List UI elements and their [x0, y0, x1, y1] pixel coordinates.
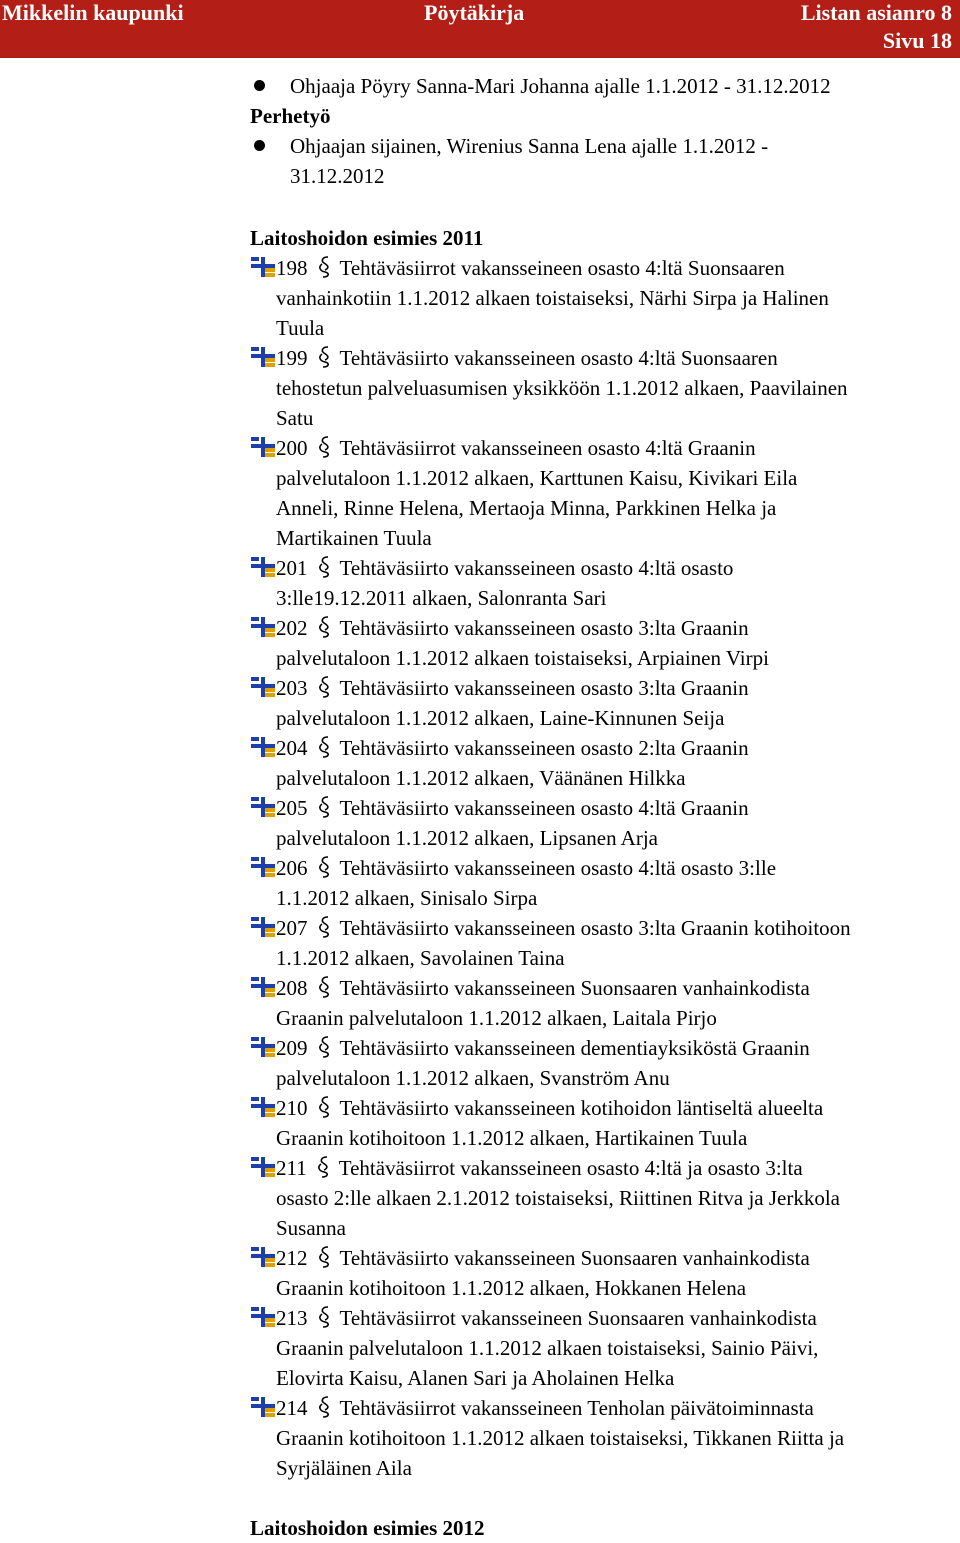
decision-text: vanhainkotiin 1.1.2012 alkaen toistaiseksi, Närhi Sirpa ja Halinen: [276, 286, 829, 310]
decision-item: [276, 343, 778, 373]
decision-title[interactable]: Tehtäväsiirto vakansseineen Suonsaaren vanhainkodista: [339, 976, 810, 1000]
decision-link-icon[interactable]: [250, 1246, 276, 1268]
decision-link-icon[interactable]: [250, 1306, 276, 1328]
bullet-text: 31.12.2012: [290, 164, 385, 188]
decision-title[interactable]: Tehtäväsiirto vakansseineen osasto 4:ltä Graanin: [339, 796, 749, 820]
section-sign-icon: [318, 1245, 332, 1269]
section-sign-icon: [318, 1095, 332, 1119]
section-sign-icon: [318, 345, 332, 369]
decision-link-icon[interactable]: [250, 1396, 276, 1418]
decision-text: Graanin palvelutaloon 1.1.2012 alkaen, Laitala Pirjo: [276, 1006, 717, 1030]
decision-text: Anneli, Rinne Helena, Mertaoja Minna, Parkkinen Helka ja: [276, 496, 777, 520]
org-name: Mikkelin kaupunki: [2, 0, 184, 25]
decision-item: [276, 1153, 803, 1183]
section-sign-icon: [318, 735, 332, 759]
decision-item: [276, 793, 749, 823]
decision-title[interactable]: Tehtäväsiirto vakansseineen osasto 3:lta Graanin kotihoitoon: [339, 916, 851, 940]
decision-text: Susanna: [276, 1216, 346, 1240]
section-sign-icon: [318, 435, 332, 459]
decision-link-icon[interactable]: [250, 676, 276, 698]
section-sign-icon: [318, 975, 332, 999]
decision-title[interactable]: Tehtäväsiirto vakansseineen osasto 4:ltä Suonsaaren: [339, 346, 778, 370]
decision-title[interactable]: Tehtäväsiirto vakansseineen osasto 3:lta Graanin: [339, 676, 749, 700]
decision-text: Graanin kotihoitoon 1.1.2012 alkaen toistaiseksi, Tikkanen Riitta ja: [276, 1426, 845, 1450]
decision-item: [276, 1093, 823, 1123]
decision-number[interactable]: 207: [276, 916, 308, 940]
decision-text: 1.1.2012 alkaen, Sinisalo Sirpa: [276, 886, 538, 910]
section-sign-icon: [318, 555, 332, 579]
section-sign-icon: [318, 1305, 332, 1329]
decision-number[interactable]: 209: [276, 1036, 308, 1060]
decision-title[interactable]: Tehtäväsiirrot vakansseineen Suonsaaren vanhainkodista: [339, 1306, 817, 1330]
decision-link-icon[interactable]: [250, 976, 276, 998]
decision-title[interactable]: Tehtäväsiirto vakansseineen osasto 2:lta Graanin: [339, 736, 749, 760]
bullet-text: Ohjaaja Pöyry Sanna-Mari Johanna ajalle 1.1.2012 - 31.12.2012: [290, 74, 831, 98]
decision-text: palvelutaloon 1.1.2012 alkaen, Lipsanen Arja: [276, 826, 658, 850]
decision-item: [276, 553, 733, 583]
decision-number[interactable]: 212: [276, 1246, 308, 1270]
decision-title[interactable]: Tehtäväsiirto vakansseineen dementiayksiköstä Graanin: [339, 1036, 810, 1060]
decision-title[interactable]: Tehtäväsiirto vakansseineen kotihoidon läntiseltä alueelta: [339, 1096, 824, 1120]
decision-item: [276, 253, 785, 283]
decision-text: Syrjäläinen Aila: [276, 1456, 412, 1480]
decision-number[interactable]: 210: [276, 1096, 308, 1120]
decision-link-icon[interactable]: [250, 436, 276, 458]
decision-number[interactable]: 200: [276, 436, 308, 460]
decision-number[interactable]: 205: [276, 796, 308, 820]
decision-text: Tuula: [276, 316, 325, 340]
decision-text: 3:lle19.12.2011 alkaen, Salonranta Sari: [276, 586, 607, 610]
section-heading: Laitoshoidon esimies 2011: [250, 226, 484, 250]
decision-link-icon[interactable]: [250, 916, 276, 938]
decision-item: [276, 673, 749, 703]
section-sign-icon: [318, 675, 332, 699]
decision-title[interactable]: Tehtäväsiirrot vakansseineen Tenholan päivätoiminnasta: [339, 1396, 814, 1420]
decision-item: [276, 973, 810, 1003]
decision-item: [276, 1033, 810, 1063]
decision-number[interactable]: 214: [276, 1396, 308, 1420]
page-number: Sivu 18: [882, 28, 952, 53]
decision-link-icon[interactable]: [250, 1096, 276, 1118]
section-sign-icon: [318, 915, 332, 939]
section-sign-icon: [318, 615, 332, 639]
decision-title[interactable]: Tehtäväsiirto vakansseineen osasto 4:ltä osasto 3:lle: [339, 856, 777, 880]
decision-text: Graanin palvelutaloon 1.1.2012 alkaen toistaiseksi, Sainio Päivi,: [276, 1336, 819, 1360]
decision-title[interactable]: Tehtäväsiirto vakansseineen osasto 3:lta Graanin: [339, 616, 749, 640]
decision-link-icon[interactable]: [250, 556, 276, 578]
decision-number[interactable]: 213: [276, 1306, 308, 1330]
decision-title[interactable]: Tehtäväsiirrot vakansseineen osasto 4:ltä Graanin: [339, 436, 756, 460]
decision-item: [276, 433, 756, 463]
decision-number[interactable]: 199: [276, 346, 308, 370]
decision-link-icon[interactable]: [250, 1036, 276, 1058]
decision-text: palvelutaloon 1.1.2012 alkaen, Svanström Anu: [276, 1066, 670, 1090]
decision-number[interactable]: 198: [276, 256, 308, 280]
decision-item: [276, 733, 749, 763]
decision-item: [276, 1393, 814, 1423]
decision-text: osasto 2:lle alkaen 2.1.2012 toistaiseksi, Riittinen Ritva ja Jerkkola: [276, 1186, 840, 1210]
decision-text: 1.1.2012 alkaen, Savolainen Taina: [276, 946, 565, 970]
document-type: Pöytäkirja: [424, 0, 525, 25]
decision-number[interactable]: 211: [276, 1156, 307, 1180]
section-sign-icon: [317, 1155, 331, 1179]
agenda-number: Listan asianro 8: [800, 0, 952, 25]
decision-link-icon[interactable]: [250, 1156, 276, 1178]
decision-link-icon[interactable]: [250, 256, 276, 278]
bullet-text: Ohjaajan sijainen, Wirenius Sanna Lena ajalle 1.1.2012 -: [290, 134, 769, 158]
decision-text: Graanin kotihoitoon 1.1.2012 alkaen, Hartikainen Tuula: [276, 1126, 748, 1150]
decision-item: [276, 1303, 817, 1333]
decision-number[interactable]: 204: [276, 736, 308, 760]
decision-text: Elovirta Kaisu, Alanen Sari ja Aholainen Helka: [276, 1366, 675, 1390]
decision-title[interactable]: Tehtäväsiirto vakansseineen Suonsaaren vanhainkodista: [339, 1246, 810, 1270]
decision-link-icon[interactable]: [250, 616, 276, 638]
decision-item: [276, 613, 749, 643]
section-sign-icon: [318, 855, 332, 879]
bullet-icon: [254, 80, 265, 91]
decision-item: [276, 1243, 810, 1273]
decision-item: [276, 913, 851, 943]
decision-text: tehostetun palveluasumisen yksikköön 1.1.2012 alkaen, Paavilainen: [276, 376, 848, 400]
decision-title[interactable]: Tehtäväsiirrot vakansseineen osasto 4:ltä ja osasto 3:lta: [338, 1156, 803, 1180]
decision-number[interactable]: 201: [276, 556, 308, 580]
decision-text: palvelutaloon 1.1.2012 alkaen, Väänänen Hilkka: [276, 766, 686, 790]
section-heading: Perhetyö: [250, 104, 331, 128]
bullet-icon: [254, 140, 265, 151]
section-sign-icon: [318, 795, 332, 819]
decision-number[interactable]: 206: [276, 856, 308, 880]
decision-number[interactable]: 208: [276, 976, 308, 1000]
decision-number[interactable]: 202: [276, 616, 308, 640]
section-sign-icon: [318, 1395, 332, 1419]
section-sign-icon: [318, 255, 332, 279]
decision-link-icon[interactable]: [250, 346, 276, 368]
decision-text: palvelutaloon 1.1.2012 alkaen, Karttunen Kaisu, Kivikari Eila: [276, 466, 798, 490]
decision-link-icon[interactable]: [250, 856, 276, 878]
decision-text: Martikainen Tuula: [276, 526, 432, 550]
page-header: [0, 0, 960, 58]
decision-number[interactable]: 203: [276, 676, 308, 700]
decision-link-icon[interactable]: [250, 736, 276, 758]
decision-text: Satu: [276, 406, 314, 430]
decision-title[interactable]: Tehtäväsiirrot vakansseineen osasto 4:ltä Suonsaaren: [339, 256, 785, 280]
decision-text: palvelutaloon 1.1.2012 alkaen toistaiseksi, Arpiainen Virpi: [276, 646, 769, 670]
section-sign-icon: [318, 1035, 332, 1059]
decision-item: [276, 853, 776, 883]
decision-text: Graanin kotihoitoon 1.1.2012 alkaen, Hokkanen Helena: [276, 1276, 747, 1300]
section-heading: Laitoshoidon esimies 2012: [250, 1516, 485, 1540]
decision-link-icon[interactable]: [250, 796, 276, 818]
decision-title[interactable]: Tehtäväsiirto vakansseineen osasto 4:ltä osasto: [339, 556, 734, 580]
decision-text: palvelutaloon 1.1.2012 alkaen, Laine-Kinnunen Seija: [276, 706, 725, 730]
